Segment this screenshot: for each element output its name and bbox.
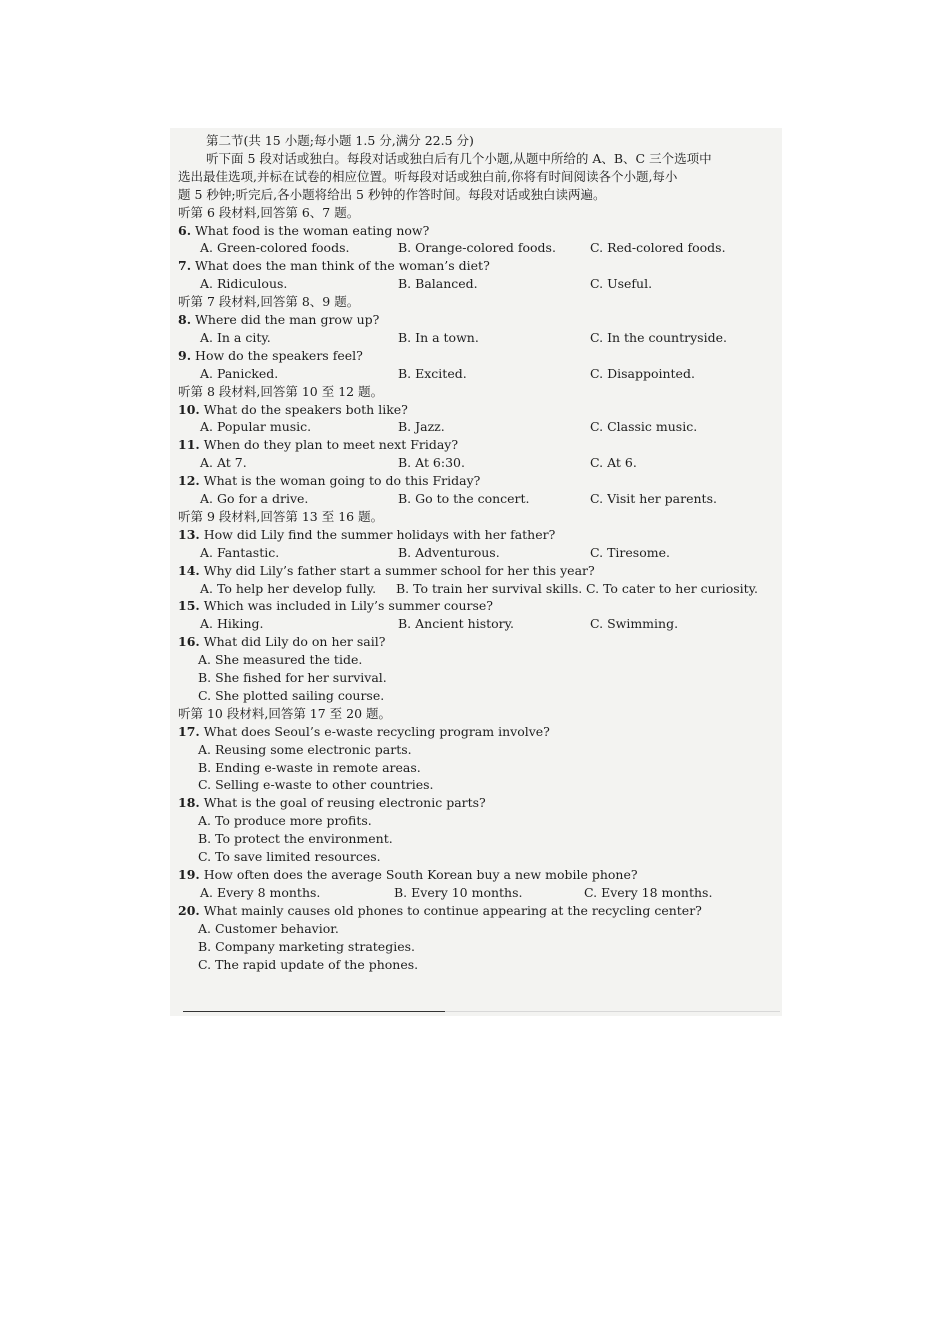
question-number: 9. (178, 347, 192, 363)
question-number: 16. (178, 634, 200, 650)
question-options (178, 544, 778, 562)
question-options (178, 490, 778, 508)
question-number: 8. (178, 312, 192, 328)
option-a: A. In a city. (200, 329, 271, 345)
option-c: C. Classic music. (590, 419, 698, 435)
question-options (178, 454, 778, 472)
group-heading: 听第 6 段材料,回答第 6、7 题。 (178, 204, 360, 220)
question-text: What does Seoul’s e-waste recycling program involve? (203, 723, 550, 739)
option-a: A. Go for a drive. (200, 491, 309, 507)
question-stem (178, 401, 778, 419)
question-text: What is the woman going to do this Friday? (203, 473, 481, 489)
option-b: B. Ancient history. (398, 616, 515, 632)
question-options (178, 580, 778, 598)
option-b: B. She fished for her survival. (198, 670, 387, 686)
option-b: B. To train her survival skills. (396, 580, 583, 596)
question-stem (178, 562, 778, 580)
option-a: A. Customer behavior. (198, 920, 339, 936)
question-stem (178, 866, 778, 884)
option-a: A. Green-colored foods. (200, 240, 350, 256)
question-stem (178, 597, 778, 615)
section-title: 第二节(共 15 小题;每小题 1.5 分,满分 22.5 分) (206, 133, 474, 148)
question-number: 11. (178, 437, 200, 453)
question-stem (178, 723, 778, 741)
option-c: C. The rapid update of the phones. (198, 956, 419, 972)
exam-section (178, 132, 778, 973)
question-number: 19. (178, 867, 200, 882)
option-b: B. Company marketing strategies. (198, 938, 415, 954)
instruction-line: 听下面 5 段对话或独白。每段对话或独白后有几个小题,从题中所给的 A、B、C 三个选项中 (206, 150, 712, 166)
option-c: C. To cater to her curiosity. (586, 580, 759, 596)
option-b: B. Excited. (398, 365, 467, 381)
option-a: A. Panicked. (200, 365, 279, 381)
question-stem (178, 257, 778, 275)
option-c: C. Selling e-waste to other countries. (198, 777, 434, 793)
question-stem (178, 311, 778, 329)
question-options (178, 239, 778, 257)
option-b: B. Orange-colored foods. (398, 240, 556, 256)
group-heading: 听第 7 段材料,回答第 8、9 题。 (178, 294, 360, 310)
question-number: 6. (178, 222, 192, 238)
option-b: B. Adventurous. (398, 544, 500, 560)
question-stem (178, 902, 778, 920)
question-text: What mainly causes old phones to continue appearing at the recycling center? (203, 902, 702, 918)
question-stem (178, 347, 778, 365)
option-b: B. Every 10 months. (394, 884, 523, 900)
option-a: A. She measured the tide. (198, 652, 363, 668)
option-c: C. Every 18 months. (584, 884, 713, 900)
question-options (178, 884, 778, 902)
option-c: C. Swimming. (590, 616, 679, 632)
question-number: 20. (178, 902, 200, 918)
option-c: C. Useful. (590, 276, 653, 292)
option-b: B. In a town. (398, 329, 479, 345)
option-b: B. Ending e-waste in remote areas. (198, 759, 421, 775)
option-a: A. Popular music. (200, 419, 312, 435)
option-a: A. At 7. (200, 455, 247, 471)
question-text: What do the speakers both like? (203, 401, 408, 417)
question-number: 18. (178, 795, 200, 811)
question-text: What food is the woman eating now? (195, 222, 430, 238)
question-text: Why did Lily’s father start a summer school for her this year? (203, 562, 595, 578)
bottom-divider (183, 1011, 445, 1012)
question-number: 15. (178, 598, 200, 614)
instruction-line: 选出最佳选项,并标在试卷的相应位置。听每段对话或独白前,你将有时间阅读各个小题,每小 (178, 168, 678, 184)
question-number: 12. (178, 473, 200, 489)
option-a: A. Ridiculous. (200, 276, 288, 292)
group-heading: 听第 8 段材料,回答第 10 至 12 题。 (178, 383, 384, 399)
question-number: 17. (178, 723, 200, 739)
question-text: What is the goal of reusing electronic parts? (203, 795, 486, 811)
question-number: 10. (178, 401, 200, 417)
option-c: C. In the countryside. (590, 329, 727, 345)
instruction-line: 题 5 秒钟;听完后,各小题将给出 5 秒钟的作答时间。每段对话或独白读两遍。 (178, 186, 606, 202)
group-heading: 听第 9 段材料,回答第 13 至 16 题。 (178, 508, 384, 524)
option-c: C. She plotted sailing course. (198, 687, 385, 703)
question-text: How often does the average South Korean buy a new mobile phone? (203, 867, 638, 882)
option-a: A. To help her develop fully. (200, 580, 377, 596)
question-options (178, 275, 778, 293)
question-text: How do the speakers feel? (195, 347, 363, 363)
question-number: 13. (178, 526, 200, 542)
group-heading: 听第 10 段材料,回答第 17 至 20 题。 (178, 705, 392, 721)
option-a: A. Every 8 months. (200, 884, 321, 900)
option-a: A. Fantastic. (200, 544, 280, 560)
option-c: C. Red-colored foods. (590, 240, 726, 256)
question-number: 7. (178, 258, 192, 274)
question-number: 14. (178, 562, 200, 578)
question-text: What did Lily do on her sail? (203, 634, 386, 650)
option-c: C. Disappointed. (590, 365, 695, 381)
option-b: B. Balanced. (398, 276, 478, 292)
question-stem (178, 472, 778, 490)
option-b: B. Go to the concert. (398, 491, 530, 507)
question-options (178, 615, 778, 633)
option-c: C. To save limited resources. (198, 849, 381, 865)
option-c: C. Visit her parents. (590, 491, 717, 507)
question-stem (178, 222, 778, 240)
option-c: C. Tiresome. (590, 544, 670, 560)
option-a: A. Hiking. (200, 616, 264, 632)
scan-edge (445, 1011, 780, 1012)
option-b: B. To protect the environment. (198, 831, 393, 847)
question-stem (178, 633, 778, 651)
option-a: A. To produce more profits. (198, 813, 372, 829)
question-text: Which was included in Lily’s summer course? (203, 598, 493, 614)
question-options (178, 329, 778, 347)
question-text: What does the man think of the woman’s diet? (195, 258, 490, 274)
question-text: Where did the man grow up? (195, 312, 380, 328)
option-b: B. Jazz. (398, 419, 445, 435)
question-stem (178, 436, 778, 454)
question-stem (178, 526, 778, 544)
question-text: When do they plan to meet next Friday? (203, 437, 459, 453)
option-c: C. At 6. (590, 455, 637, 471)
question-text: How did Lily find the summer holidays with her father? (203, 526, 556, 542)
question-stem (178, 794, 778, 812)
question-options (178, 365, 778, 383)
option-b: B. At 6:30. (398, 455, 465, 471)
option-a: A. Reusing some electronic parts. (198, 741, 412, 757)
question-options (178, 418, 778, 436)
